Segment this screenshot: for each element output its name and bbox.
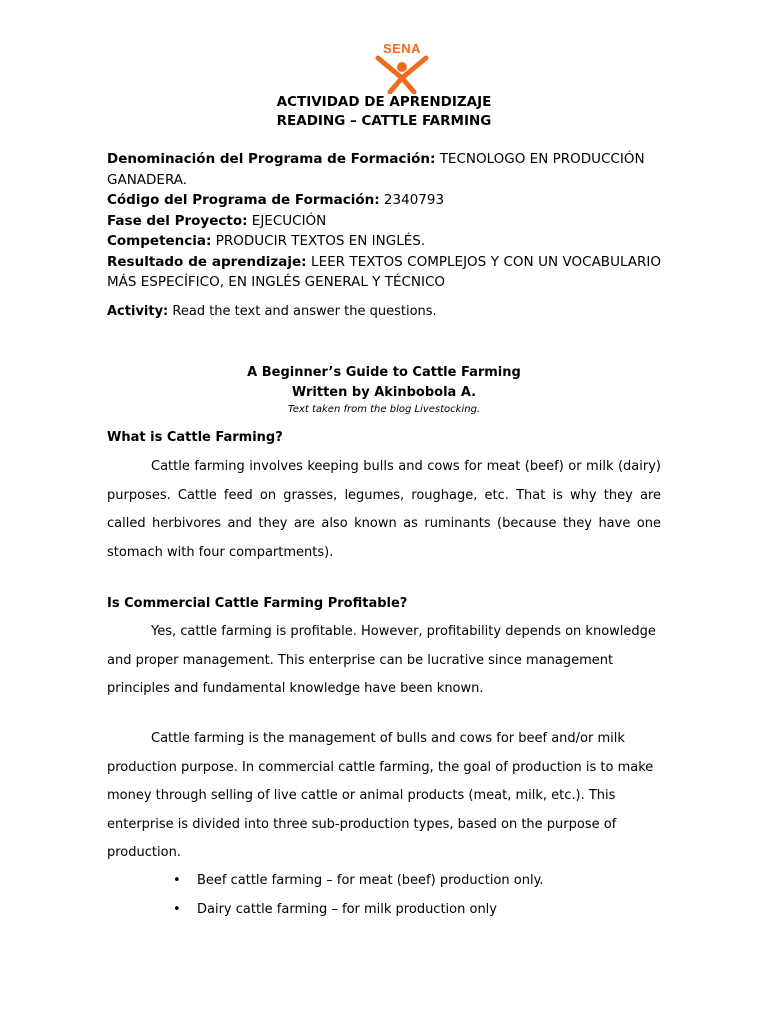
section1-heading: What is Cattle Farming? [107, 430, 283, 445]
bullet-icon: • [173, 902, 181, 917]
resultado-value: LEER TEXTOS COMPLEJOS Y CON UN VOCABULARIO MÁS ESPECÍFICO, EN INGLÉS GENERAL Y TÉCNICO [107, 253, 662, 290]
production-types-list [107, 866, 661, 924]
list-item [107, 866, 661, 895]
denominacion-label: Denominación del Programa de Formación: [107, 151, 436, 167]
activity-label: Activity: [107, 304, 169, 319]
section2-paragraph2-text: Cattle farming is the management of bulls and cows for beef and/or milk production purpose. In commercial cattle farming, the goal of production is to make money through selling of live cattle or animal products (meat, milk, etc.). This enterprise is divided into three sub-production types, based on the purpose of production. [107, 731, 654, 860]
program-info [107, 149, 661, 293]
section2-paragraph1-text: Yes, cattle farming is profitable. However, profitability depends on knowledge and proper management. This enterprise can be lucrative since management principles and fundamental knowledge have been known. [107, 624, 656, 696]
fase-label: Fase del Proyecto: [107, 212, 248, 229]
logo-text: SENA [382, 41, 422, 56]
section2-paragraph1 [107, 618, 661, 704]
resultado-label: Resultado de aprendizaje: [107, 253, 307, 270]
sena-logo-figure-icon [373, 54, 431, 94]
codigo-value: 2340793 [383, 192, 445, 208]
program-codigo [107, 190, 661, 211]
list-item-text: Dairy cattle farming – for milk production only [197, 902, 497, 917]
program-denominacion [107, 149, 661, 190]
article-author: Written by Akinbobola A. [291, 385, 477, 400]
section1-paragraph [107, 453, 661, 567]
article-source-note: Text taken from the blog Livestocking. [287, 404, 481, 415]
header-title-line1: ACTIVIDAD DE APRENDIZAJE [276, 94, 492, 110]
list-item [107, 895, 661, 924]
list-item-text: Beef cattle farming – for meat (beef) production only. [197, 873, 544, 888]
competencia-value: PRODUCIR TEXTOS EN INGLÉS. [215, 233, 426, 249]
denominacion-value: TECNOLOGO EN PRODUCCIÓN GANADERA. [107, 151, 645, 188]
article-title: A Beginner’s Guide to Cattle Farming [247, 365, 521, 380]
section2-paragraph2 [107, 725, 661, 868]
section1-paragraph-text: Cattle farming involves keeping bulls and cows for meat (beef) or milk (dairy) purposes. Cattle feed on grasses, legumes, roughage, etc. That is why they are called herbivores and they are also known as ruminants (because they have one stomach with four compartments). [107, 459, 661, 560]
program-fase [107, 211, 661, 232]
codigo-label: Código del Programa de Formación: [107, 192, 380, 208]
activity-text: Read the text and answer the questions. [172, 304, 437, 319]
activity-instruction [107, 302, 437, 322]
program-competencia [107, 231, 661, 252]
competencia-label: Competencia: [107, 233, 212, 249]
fase-value: EJECUCIÓN [251, 212, 327, 229]
program-resultado [107, 252, 661, 293]
sena-logo [371, 42, 433, 94]
header-title-line2: READING – CATTLE FARMING [276, 113, 492, 129]
section2-heading: Is Commercial Cattle Farming Profitable? [107, 596, 408, 611]
bullet-icon: • [173, 873, 181, 888]
